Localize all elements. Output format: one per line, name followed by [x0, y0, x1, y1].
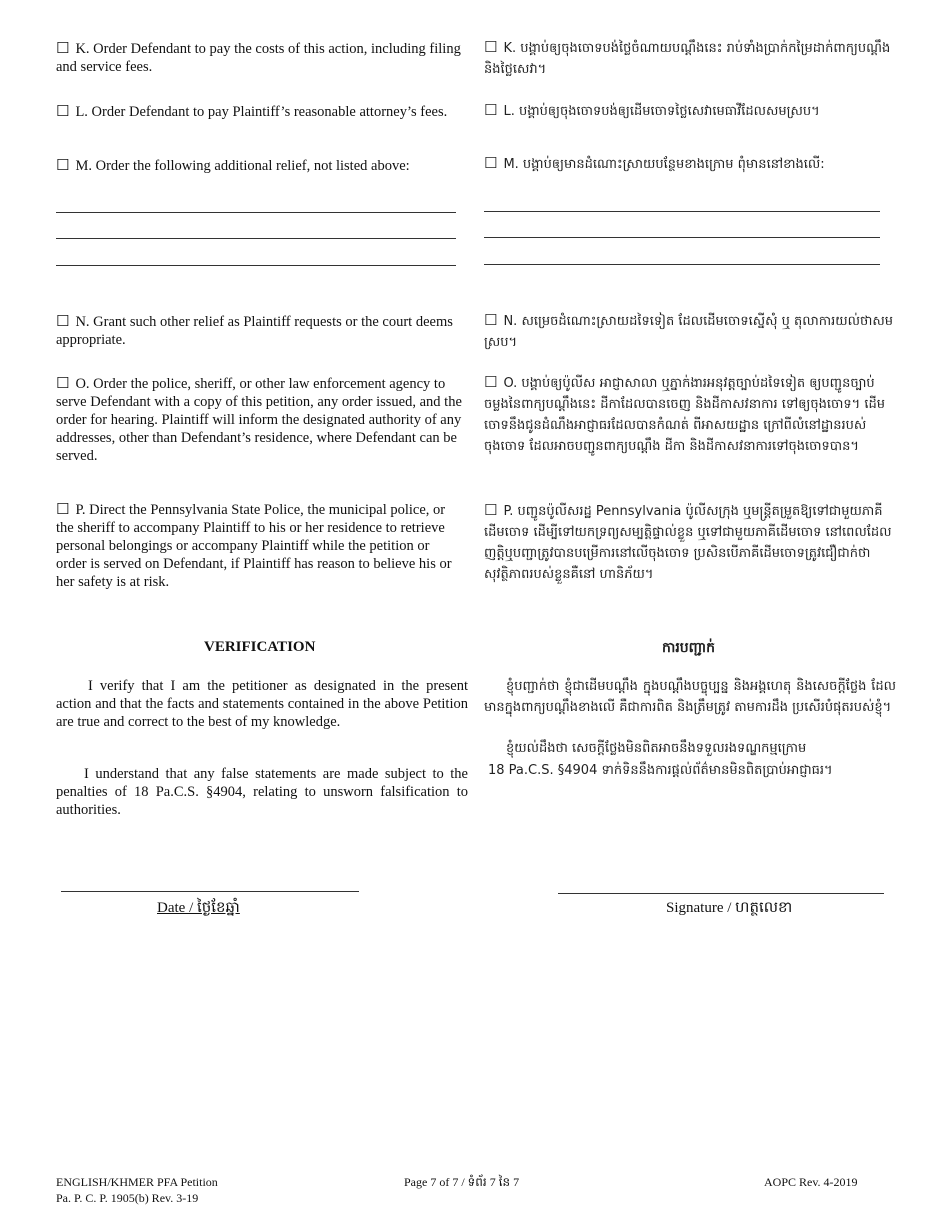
checkbox-k-en[interactable]: ☐	[56, 39, 70, 57]
footer-revision: AOPC Rev. 4-2019	[764, 1175, 858, 1189]
verification-para2-en: I understand that any false statements are made subject to the penalties of 18 Pa.C.S. §4904, relating to unsworn falsification to authorities.	[56, 766, 468, 818]
verification-title-km: ការបញ្ជាក់	[662, 640, 716, 656]
item-p-en	[56, 500, 462, 591]
item-n-text-km: N. សម្រេចដំណោះស្រាយដទៃទៀត ដែលដើមចោទស្នើសុំ ឬ តុលាការយល់ថាសមស្រប។	[484, 314, 893, 350]
blank-line-3-en[interactable]	[56, 265, 456, 266]
checkbox-n-km[interactable]: ☐	[484, 311, 498, 329]
item-n-text-en: N. Grant such other relief as Plaintiff requests or the court deems appropriate.	[56, 314, 453, 348]
checkbox-m-en[interactable]: ☐	[56, 156, 70, 174]
checkbox-p-km[interactable]: ☐	[484, 501, 498, 519]
blank-line-3-km[interactable]	[484, 264, 880, 265]
footer-rule-ref: Pa. P. C. P. 1905(b) Rev. 3-19	[56, 1191, 199, 1205]
blank-line-1-en[interactable]	[56, 212, 456, 213]
date-label: Date / ថ្ងៃខែឆ្នាំ	[157, 900, 240, 916]
item-m-km	[484, 153, 896, 175]
blank-line-2-en[interactable]	[56, 238, 456, 239]
item-m-en	[56, 156, 462, 175]
item-p-text-en: P. Direct the Pennsylvania State Police, the municipal police, or the sheriff to accompany Plaintiff to his or her residence to retrieve personal belongings or accompany Plaintiff while the petition or order is served on Defendant, if Plaintiff has reason to believe his or her safety is at risk.	[56, 502, 452, 590]
item-l-en	[56, 102, 462, 121]
blank-line-1-km[interactable]	[484, 211, 880, 212]
item-o-km	[484, 372, 896, 457]
item-n-en	[56, 312, 462, 349]
item-o-text-en: O. Order the police, sheriff, or other law enforcement agency to serve Defendant with a copy of this petition, any order issued, and the order for hearing. Plaintiff will inform the designated authority of any addresses, other than Defendant’s residence, where Defendant can be served.	[56, 376, 462, 464]
item-p-text-km: P. បញ្ជូនប៉ូលីសរដ្ឋ Pennsylvania ប៉ូលីសក្រុង ឬមន្ត្រីតម្រួតឱ្យទៅជាមួយភាគីដើមចោទ ដើម្បីទៅយកទ្រព្យសម្បត្តិផ្ទាល់ខ្លួន ឬទៅជាមួយភាគីដើមចោទ នៅពេលដែលញត្តិឬបញ្ជាត្រូវបានបម្រើការនៅលើចុងចោទ ប្រសិនបើភាគីដើមចោទត្រូវជឿជាក់ថាសុវត្ថិភាពរបស់ខ្លួនគឺនៅ ហានិភ័យ។	[484, 504, 892, 582]
item-m-text-en: M. Order the following additional relief, not listed above:	[75, 158, 410, 174]
item-m-text-km: M. បង្គាប់ឲ្យមានដំណោះស្រាយបន្ថែមខាងក្រោម ពុំមាននៅខាងលើ:	[503, 157, 825, 172]
checkbox-n-en[interactable]: ☐	[56, 312, 70, 330]
item-k-text-en: K. Order Defendant to pay the costs of this action, including filing and service fees.	[56, 41, 461, 75]
checkbox-m-km[interactable]: ☐	[484, 154, 498, 172]
blank-line-2-km[interactable]	[484, 237, 880, 238]
checkbox-k-km[interactable]: ☐	[484, 38, 498, 56]
checkbox-o-en[interactable]: ☐	[56, 374, 70, 392]
footer-left	[56, 1174, 218, 1206]
item-k-km	[484, 37, 896, 80]
date-line[interactable]	[61, 891, 359, 892]
item-k-en	[56, 39, 462, 76]
checkbox-o-km[interactable]: ☐	[484, 373, 498, 391]
signature-line[interactable]	[558, 893, 884, 894]
verification-para1-km: ខ្ញុំបញ្ជាក់ថា ខ្ញុំជាដើមបណ្ដឹង ក្នុងបណ្ដឹងបច្ចុប្បន្ន និងអង្គហេតុ និងសេចក្ដីថ្លែង ដែលមានក្នុងពាក្យបណ្ដឹងខាងលើ គឺជាការពិត និងត្រឹមត្រូវ តាមការដឹង ប្រសើរបំផុតរបស់ខ្ញុំ។	[484, 679, 896, 715]
checkbox-p-en[interactable]: ☐	[56, 500, 70, 518]
item-k-text-km: K. បង្គាប់ឲ្យចុងចោទបង់ថ្លៃចំណាយបណ្ដឹងនេះ រាប់ទាំងប្រាក់កម្រៃដាក់ពាក្យបណ្ដឹង និងថ្លៃសេវា។	[484, 41, 891, 77]
verification-para2a-km: ខ្ញុំយល់ដឹងថា សេចក្ដីថ្លែងមិនពិតអាចនឹងទទួលរងទណ្ឌកម្មក្រោម	[506, 741, 807, 756]
checkbox-l-km[interactable]: ☐	[484, 101, 498, 119]
footer-page-number: Page 7 of 7 / ទំព័រ 7 នៃ 7	[404, 1175, 520, 1189]
item-l-km	[484, 100, 896, 122]
item-l-text-km: L. បង្គាប់ឲ្យចុងចោទបង់ឲ្យដើមចោទថ្លៃសេវាមេធាវីដែលសមស្រប។	[503, 104, 820, 119]
item-o-text-km: O. បង្គាប់ឲ្យប៉ូលីស អាជ្ញាសាលា ឬភ្នាក់ងារអនុវត្តច្បាប់ដទៃទៀត ឲ្យបញ្ជូនច្បាប់ចម្លងនៃពាក្យបណ្តឹងនេះ ដីកាដែលបានចេញ និងដីកាសវនាការ ទៅឲ្យចុងចោទ។ ដើមចោទនឹងជូនដំណឹងអាជ្ញាធរដែលបានកំណត់ ពីអាសយដ្ឋាន ក្រៅពីលំនៅដ្ឋានរបស់ចុងចោទ ដែលអាចបញ្ជូនពាក្យបណ្តឹង ដីកា និងដីកាសវនាការទៅចុងចោទបាន។	[484, 376, 886, 454]
checkbox-l-en[interactable]: ☐	[56, 102, 70, 120]
item-n-km	[484, 310, 896, 353]
item-l-text-en: L. Order Defendant to pay Plaintiff’s reasonable attorney’s fees.	[75, 104, 448, 120]
signature-label: Signature / ហត្ថលេខា	[666, 900, 793, 916]
verification-title-en: VERIFICATION	[204, 639, 316, 655]
verification-para2b-km: 18 Pa.C.S. §4904 ទាក់ទិននឹងការផ្ដល់ព័ត៌មានមិនពិតប្រាប់អាជ្ញាធរ។	[488, 763, 833, 778]
item-o-en	[56, 374, 462, 465]
verification-para1-en: I verify that I am the petitioner as designated in the present action and that the facts and statements contained in the above Petition are true and correct to the best of my knowledge.	[56, 678, 468, 730]
footer-form-title: ENGLISH/KHMER PFA Petition	[56, 1175, 218, 1189]
item-p-km	[484, 500, 896, 585]
